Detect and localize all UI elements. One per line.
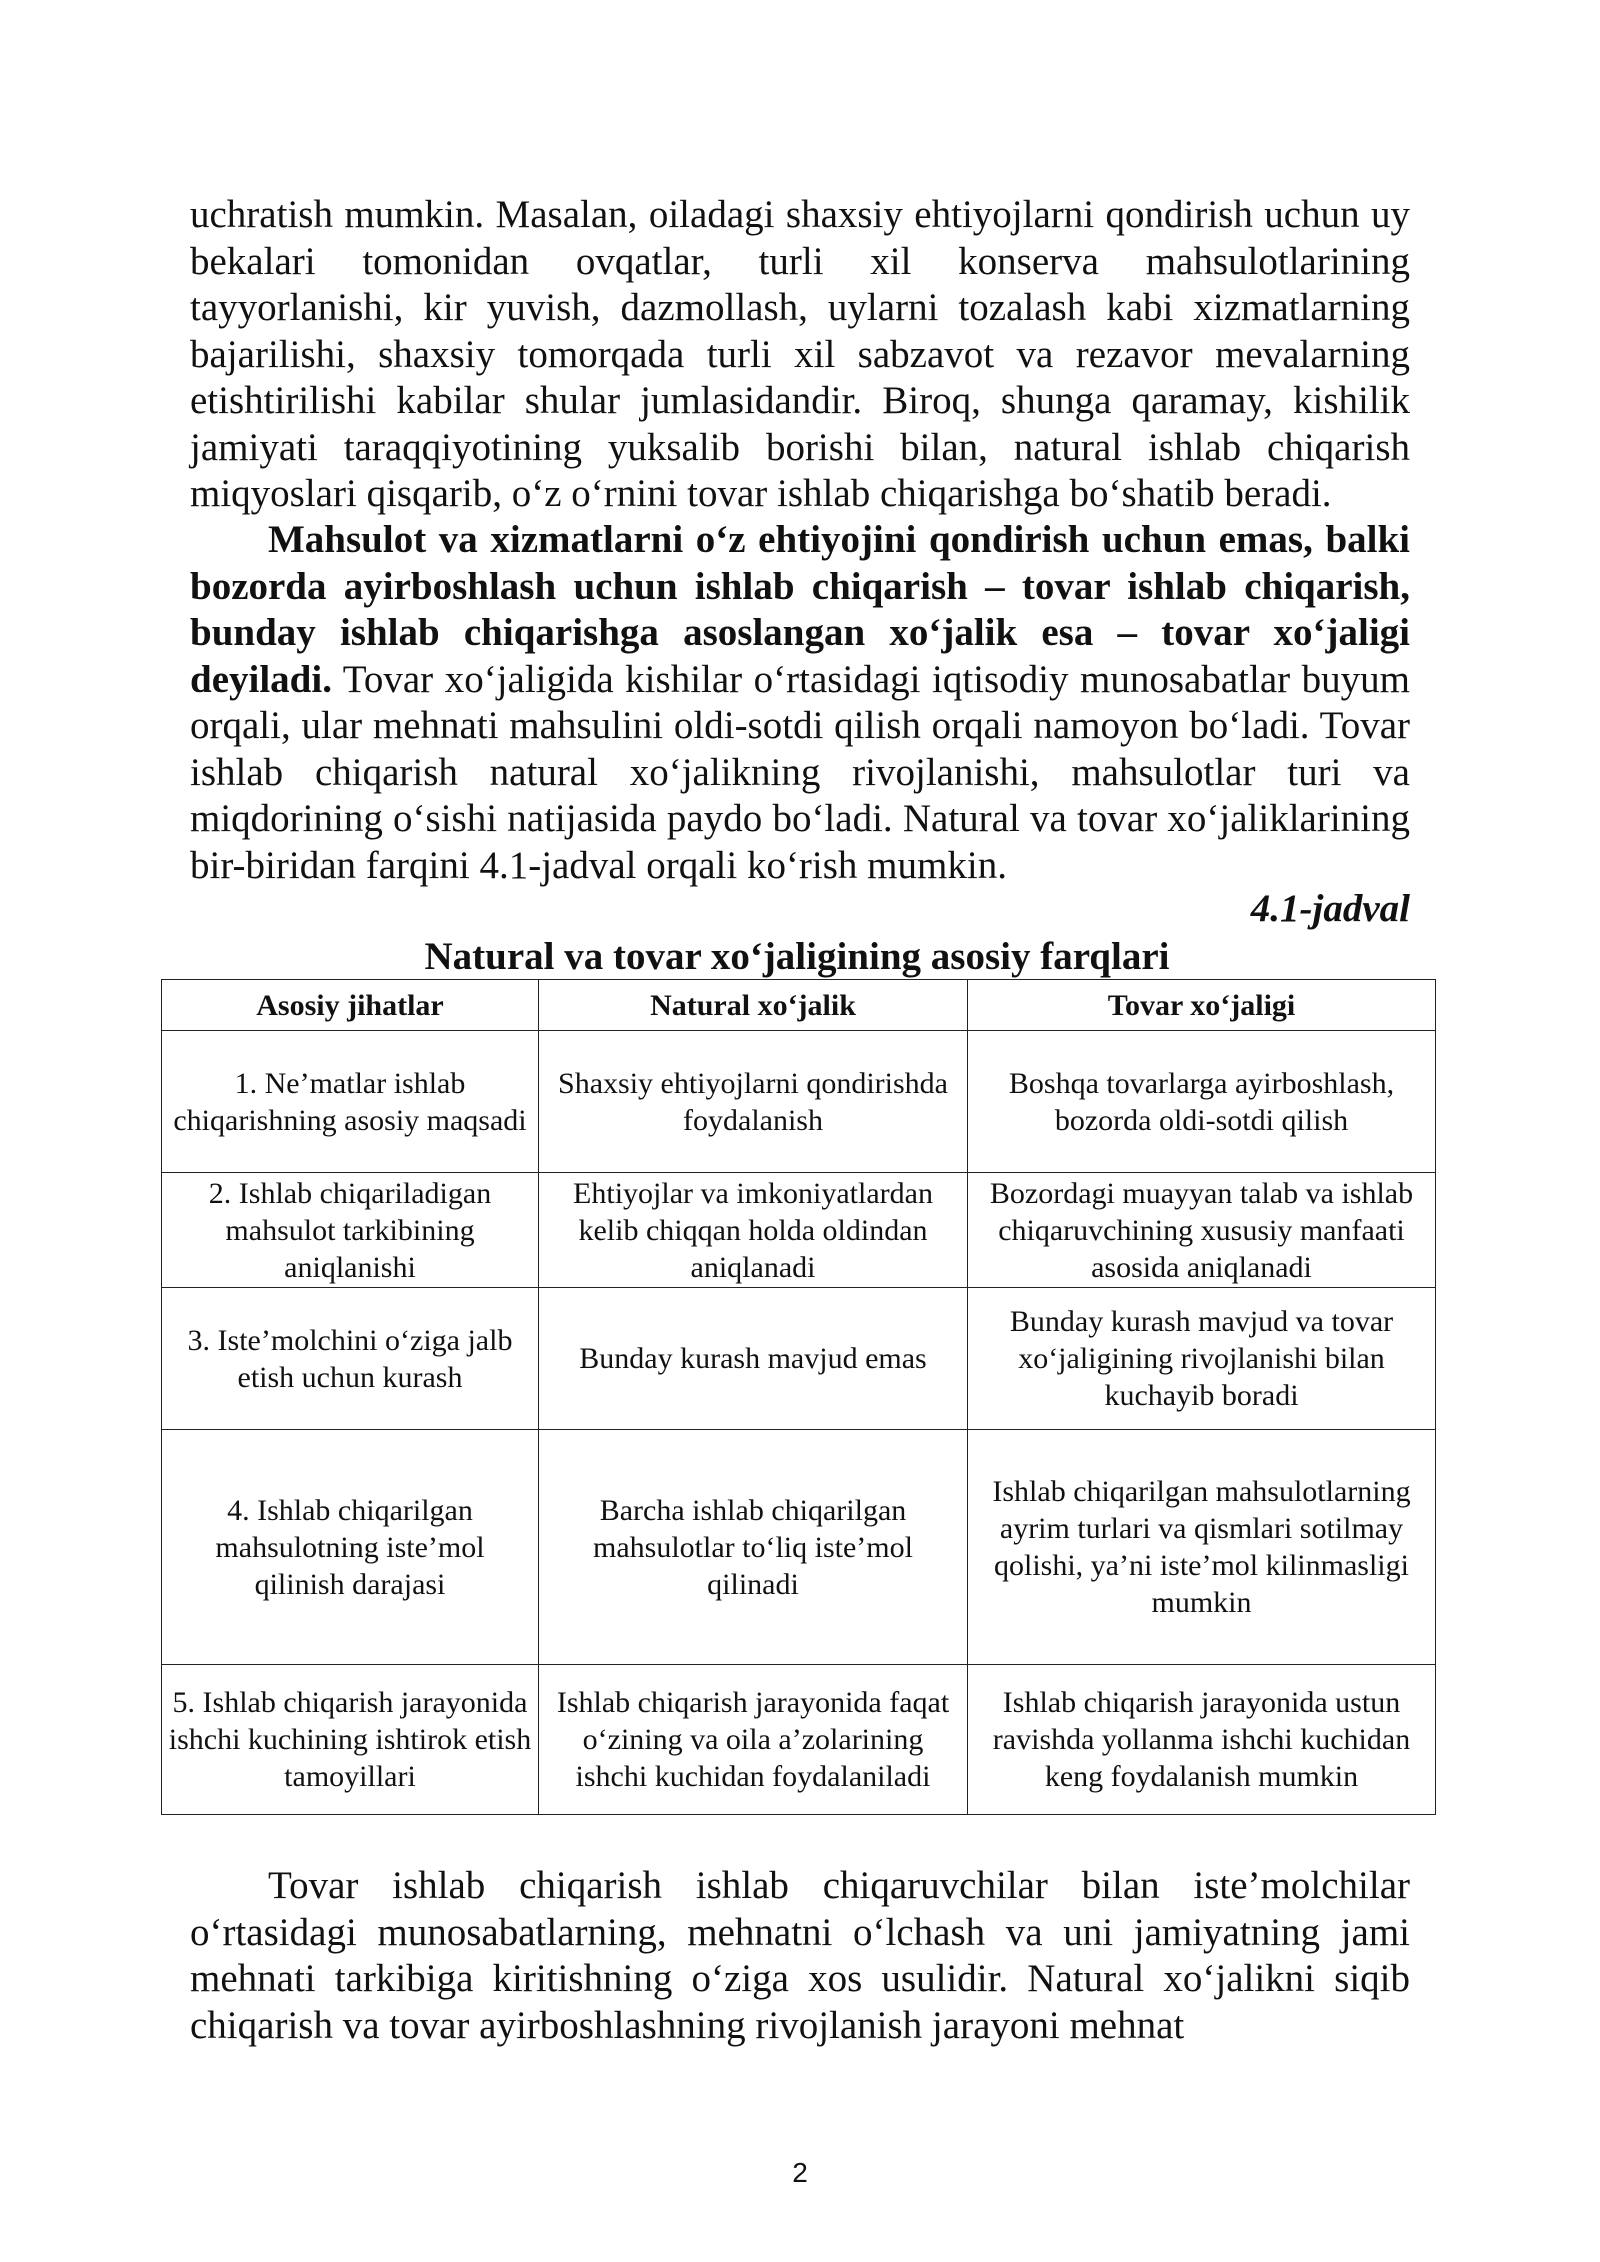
table-row (162, 1665, 1436, 1815)
table-cell: 2. Ishlab chiqariladigan mahsulot tarkibining aniqlanishi (162, 1173, 539, 1288)
page-number: 2 (792, 2157, 808, 2188)
table-cell: Shaxsiy ehtiyojlarni qondirishda foydalanish (539, 1031, 968, 1173)
table-cell: 3. Iste’molchini o‘ziga jalb etish uchun kurash (162, 1288, 539, 1430)
paragraph-intro: uchratish mumkin. Masalan, oiladagi shaxsiy ehtiyojlarni qondirish uchun uy bekalari tomonidan ovqatlar, turli xil konserva mahsulotlarining tayyorlanishi, kir yuvish, dazmollash, uylarni tozalash kabi xizmatlarning bajarilishi, shaxsiy tomorqada turli xil sabzavot va rezavor mevalarning etishtirilishi kabilar shular jumlasidandir. Biroq, shunga qaramay, kishilik jamiyati taraqqiyotining yuksalib borishi bilan, natural ishlab chiqarish miqyoslari qisqarib, o‘z o‘rnini tovar ishlab chiqarishga bo‘shatib beradi. (190, 193, 1410, 515)
table-label: 4.1-jadval (1250, 887, 1410, 930)
table-row (162, 1288, 1436, 1430)
table-row (162, 1430, 1436, 1665)
table-row (162, 1031, 1436, 1173)
table-cell: Ishlab chiqarilgan mahsulotlarning ayrim turlari va qismlari sotilmay qolishi, ya’ni iste’mol kilinmasligi mumkin (968, 1430, 1436, 1665)
table-cell: 5. Ishlab chiqarish jarayonida ishchi kuchining ishtirok etish tamoyillari (162, 1665, 539, 1815)
table-cell: Bozordagi muayyan talab va ishlab chiqaruvchining xususiy manfaati asosida aniqlanadi (968, 1173, 1436, 1288)
table-cell: Bunday kurash mavjud emas (539, 1288, 968, 1430)
table-cell: Bunday kurash mavjud va tovar xo‘jaligining rivojlanishi bilan kuchayib boradi (968, 1288, 1436, 1430)
table-row (162, 1173, 1436, 1288)
table-title: Natural va tovar xo‘jaligining asosiy farqlari (424, 935, 1170, 978)
header-natural: Natural xo‘jalik (539, 980, 968, 1031)
table-header-row (162, 980, 1436, 1031)
paragraph-definition (190, 517, 1410, 889)
definition-bold-text: Mahsulot va xizmatlarni o‘z ehtiyojini qondirish uchun emas, balki bozorda ayirboshlash uchun ishlab chiqarish – tovar ishlab chiqarish, bunday ishlab chiqarishga asoslangan xo‘jalik esa – tovar xo‘jaligi deyiladi. (190, 518, 1410, 701)
table-cell: 4. Ishlab chiqarilgan mahsulotning iste’mol qilinish darajasi (162, 1430, 539, 1665)
table-cell: Ishlab chiqarish jarayonida ustun ravishda yollanma ishchi kuchidan keng foydalanish mumkin (968, 1665, 1436, 1815)
header-commodity: Tovar xo‘jaligi (968, 980, 1436, 1031)
header-aspects: Asosiy jihatlar (162, 980, 539, 1031)
table-cell: Ehtiyojlar va imkoniyatlardan kelib chiqqan holda oldindan aniqlanadi (539, 1173, 968, 1288)
table-cell: Ishlab chiqarish jarayonida faqat o‘zining va oila a’zolarining ishchi kuchidan foydalaniladi (539, 1665, 968, 1815)
table-cell: Barcha ishlab chiqarilgan mahsulotlar to‘liq iste’mol qilinadi (539, 1430, 968, 1665)
table-cell: Boshqa tovarlarga ayirboshlash, bozorda oldi-sotdi qilish (968, 1031, 1436, 1173)
comparison-table (161, 979, 1436, 1815)
definition-text: Tovar xo‘jaligida kishilar o‘rtasidagi iqtisodiy munosabatlar buyum orqali, ular mehnati mahsulini oldi-sotdi qilish orqali namoyon bo‘ladi. Tovar ishlab chiqarish natural xo‘jalikning rivojlanishi, mahsulotlar turi va miqdorining o‘sishi natijasida paydo bo‘ladi. Natural va tovar xo‘jaliklarining bir-biridan farqini 4.1-jadval orqali ko‘rish mumkin. (190, 657, 1410, 887)
table-cell: 1. Ne’matlar ishlab chiqarishning asosiy maqsadi (162, 1031, 539, 1173)
paragraph-bottom: Tovar ishlab chiqarish ishlab chiqaruvchilar bilan iste’molchilar o‘rtasidagi munosabatlarning, mehnatni o‘lchash va uni jamiyatning jami mehnati tarkibiga kiritishning o‘ziga xos usulidir. Natural xo‘jalikni siqib chiqarish va tovar ayirboshlashning rivojlanish jarayoni mehnat (190, 1864, 1410, 2047)
